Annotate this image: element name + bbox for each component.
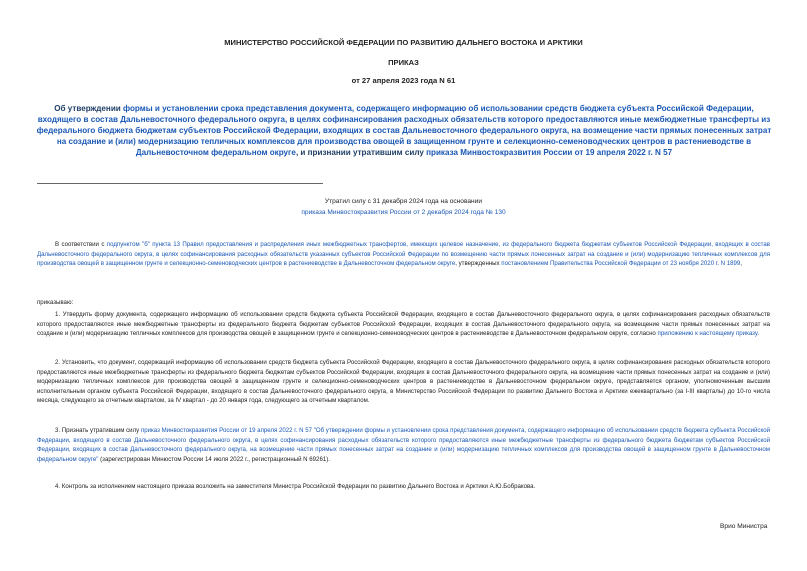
title-prefix: Об утверждении bbox=[54, 104, 124, 113]
rules-subparagraph-link[interactable]: подпунктом "б" пункта 13 Правил предоставления и распределения иных межбюджетных трансфертов, имеющих целевое назначение, из федерального бюджета бюджетам субъектов Российской Федерации, входящих в состав Дальневосточного федерального округа, в целях софинансирования расходных обязательств указанных субъектов Российской Федерации по возмещению части прямых понесенных затрат на создание и (или) модернизацию тепличных комплексов для производства овощей в защищенном грунте и селекционно-семеноводческих центров в растениеводстве в Дальневосточном федеральном округе bbox=[37, 241, 771, 268]
paragraph-1 bbox=[37, 310, 770, 339]
paragraph-3-text: 3. Признать утратившим силу bbox=[55, 427, 141, 434]
title-form-link[interactable]: формы и установлении срока представления документа, содержащего информацию об использовании средств бюджета субъекта Российской Федерации, входящего в состав Дальневосточного федерального округа, в целях софинансирования расходных обязательств которого предоставляются иные межбюджетные трансферты из федерального бюджета бюджетам субъектов Российской Федерации, входящих в состав Дальневосточного федерального округа, на возмещение части прямых понесенных затрат на создание и (или) модернизацию тепличных комплексов для производства овощей в защищенном грунте и селекционно-семеноводческих центров в растениеводстве в Дальневосточном федеральном округе bbox=[36, 104, 772, 157]
paragraph-2-text: 2. Установить, что документ, содержащий информацию об использовании средств бюджета субъекта Российской Федерации, входящего в состав Дальневосточного федерального округа, в целях софинансирования расходных обязательств которого предоставляются иные межбюджетные трансферты из федерального бюджета бюджетам субъектов Российской Федерации, входящих в состав Дальневосточного федерального округа, на возмещение части прямых понесенных затрат на создание и (или) модернизацию тепличных комплексов для производства овощей в защищенном грунте и селекционно-семеноводческих центров в растениеводстве в Дальневосточном федеральном округе, представляется органом, уполномоченным высшим исполнительным органом субъекта Российской Федерации, входящего в состав Дальневосточного федерального округа, в Министерство Российской Федерации по развитию Дальнего Востока и Арктики ежеквартально (за I-III кварталы) до 10-го числа месяца, следующего за отчетным кварталом, за IV квартал - до 20 января года, следующего за отчетным кварталом. bbox=[37, 359, 770, 405]
preamble-text-a: В соответствии с bbox=[55, 241, 107, 248]
preamble-text-b: , утвержденных bbox=[455, 260, 502, 268]
lost-force-note: Утратил силу с 31 декабря 2024 года на основании bbox=[324, 198, 483, 205]
document-title bbox=[34, 103, 774, 158]
paragraph-3 bbox=[37, 426, 770, 464]
paragraph-1-text: 1. Утвердить форму документа, содержащего информацию об использовании средств бюджета субъекта Российской Федерации, входящего в состав Дальневосточного федерального округа, в целях софинансирования расходных обязательств которого предоставляются иные межбюджетные трансферты из федерального бюджета бюджетам субъектов Российской Федерации, входящих в состав Дальневосточного федерального округа, на возмещение части прямых понесенных затрат на создание и (или) модернизацию тепличных комплексов для производства овощей в защищенном грунте и селекционно-семеноводческих центров в растениеводстве в Дальневосточном федеральном округе, согласно bbox=[37, 311, 770, 338]
paragraph-4-text: 4. Контроль за исполнением настоящего приказа возложить на заместителя Министра Российской Федерации по развитию Дальнего Востока и Арктики А.Ю.Бобракова. bbox=[55, 483, 536, 490]
document-type: ПРИКАЗ bbox=[388, 58, 419, 67]
paragraph-2 bbox=[37, 358, 770, 406]
lost-force-basis bbox=[0, 209, 807, 216]
government-decree-link[interactable]: постановлением Правительства Российской Федерации от 23 ноября 2020 г. N 1899 bbox=[501, 260, 741, 268]
preamble-paragraph bbox=[37, 240, 770, 269]
orders-heading: приказываю: bbox=[37, 299, 74, 306]
appendix-link[interactable]: приложению к настоящему приказу bbox=[657, 330, 758, 338]
document-date-number: от 27 апреля 2023 года N 61 bbox=[351, 76, 456, 85]
paragraph-3-registration: (зарегистрирован Минюстом России 14 июля 2022 г., регистрационный N 69261). bbox=[98, 455, 330, 463]
signature-title: Врио Министра bbox=[720, 523, 768, 530]
title-repealed-order-link[interactable]: приказа Минвостокразвития России от 19 апреля 2022 г. N 57 bbox=[426, 148, 673, 157]
ministry-heading: МИНИСТЕРСТВО РОССИЙСКОЙ ФЕДЕРАЦИИ ПО РАЗВИТИЮ ДАЛЬНЕГО ВОСТОКА И АРКТИКИ bbox=[224, 38, 583, 47]
paragraph-4 bbox=[37, 482, 770, 492]
repealed-order-link[interactable]: приказ Минвостокразвития России от 19 апреля 2022 г. N 57 "Об утверждении формы и установлении срока представления документа, содержащего информацию об использовании средств бюджета субъекта Российской Федерации, входящего в состав Дальневосточного федерального округа, в целях софинансирования расходных обязательств которого предоставляются иные межбюджетные трансферты из федерального бюджета бюджетам субъектов Российской Федерации, входящих в состав Дальневосточного федерального округа, на возмещение части прямых понесенных затрат на создание и (или) модернизацию тепличных комплексов для производства овощей в защищенном грунте в Дальневосточном федеральном округе" bbox=[37, 427, 771, 463]
title-middle: , и признании утратившим силу bbox=[295, 148, 427, 157]
preamble-text-c: , bbox=[740, 260, 742, 268]
basis-order-link[interactable]: приказа Минвостокразвития России от 2 декабря 2024 года № 130 bbox=[301, 209, 506, 216]
divider bbox=[37, 183, 323, 184]
paragraph-1-end: . bbox=[757, 330, 760, 338]
